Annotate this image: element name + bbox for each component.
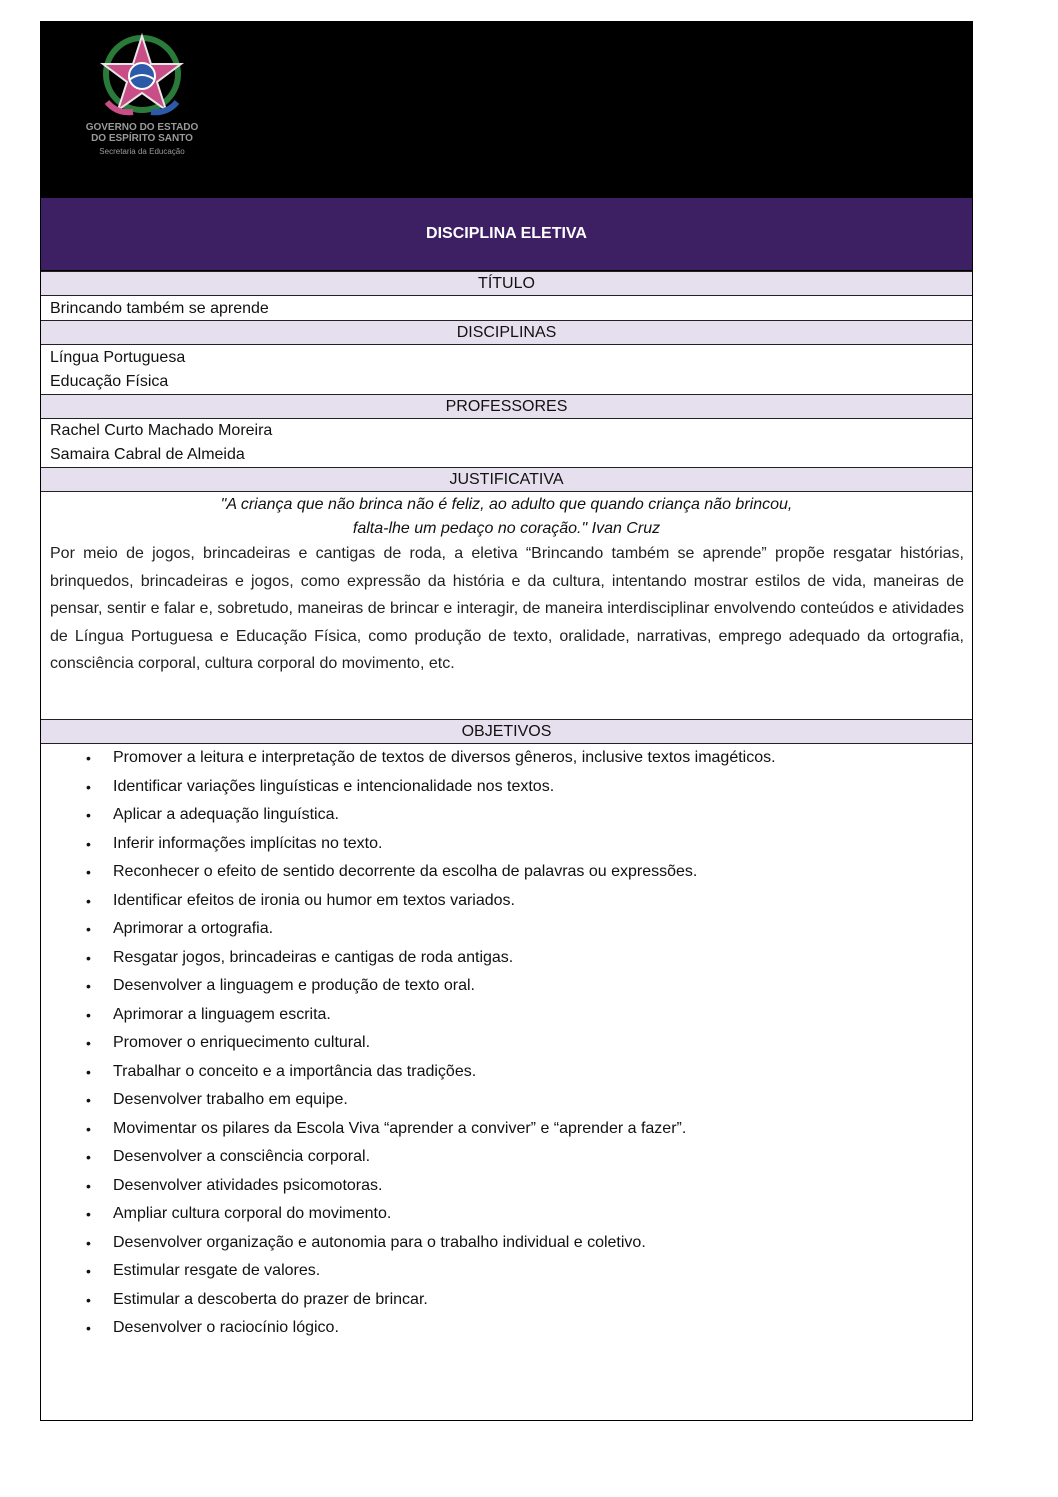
objetivo-text: Desenvolver organização e autonomia para o trabalho individual e coletivo. <box>113 1233 646 1251</box>
header-banner <box>41 22 972 198</box>
list-item <box>41 1286 972 1315</box>
bullet-icon: • <box>86 1092 91 1108</box>
objetivo-text: Movimentar os pilares da Escola Viva “aprender a conviver” e “aprender a fazer”. <box>113 1119 687 1137</box>
objetivo-text: Desenvolver a consciência corporal. <box>113 1148 371 1165</box>
bullet-icon: • <box>86 1206 91 1222</box>
document-title-band <box>41 198 972 271</box>
justificativa-paragraph: Por meio de jogos, brincadeiras e cantigas de roda, a eletiva “Brincando também se aprende” propõe resgatar histórias, brinquedos, brincadeiras e jogos, como expressão da história e da cultura, intentando mostrar estilos de vida, maneiras de pensar, sentir e falar e, sobretudo, maneiras de brincar e interagir, de maneira interdisciplinar envolvendo conteúdos e atividades de Língua Portuguesa e Educação Física, como produção de texto, oralidade, narrativas, emprego adequado da ortografia, consciência corporal, cultura corporal do movimento, etc. <box>50 545 964 672</box>
bullet-icon: • <box>86 1035 91 1051</box>
objetivo-text: Promover a leitura e interpretação de textos de diversos gêneros, inclusive textos imagéticos. <box>113 749 776 766</box>
list-item <box>41 944 972 973</box>
professor-item: Samaira Cabral de Almeida <box>50 446 245 463</box>
bullet-icon: • <box>86 1120 91 1137</box>
list-item <box>41 1257 972 1286</box>
list-item <box>41 1143 972 1172</box>
bullet-icon: • <box>86 949 91 966</box>
list-item <box>41 1172 972 1201</box>
list-item <box>41 1200 972 1229</box>
objetivo-text: Desenvolver trabalho em equipe. <box>113 1091 348 1108</box>
objetivo-text: Aplicar a adequação linguística. <box>113 806 339 823</box>
objetivo-text: Estimular resgate de valores. <box>113 1262 321 1279</box>
titulo-value: Brincando também se aprende <box>50 300 269 317</box>
list-item <box>41 1058 972 1087</box>
quote-line: falta-lhe um pedaço no coração." Ivan Cruz <box>352 520 661 537</box>
bullet-icon: • <box>86 1291 91 1308</box>
list-item <box>41 801 972 830</box>
bullet-icon: • <box>86 807 91 823</box>
objetivo-text: Aprimorar a linguagem escrita. <box>113 1005 331 1023</box>
espirito-santo-coat-of-arms-icon <box>67 30 217 118</box>
list-item <box>41 887 972 916</box>
section-header-objetivos: OBJETIVOS <box>41 719 972 744</box>
objetivo-text: Desenvolver o raciocínio lógico. <box>113 1319 339 1336</box>
list-item <box>41 1314 972 1343</box>
disciplina-item: Língua Portuguesa <box>50 349 186 366</box>
disciplina-item: Educação Física <box>50 373 169 390</box>
bullet-icon: • <box>86 1234 91 1251</box>
logo-text-line-2: DO ESPÍRITO SANTO <box>91 133 193 144</box>
section-header-disciplinas: DISCIPLINAS <box>41 320 972 345</box>
objetivo-text: Trabalhar o conceito e a importância das tradições. <box>113 1062 477 1080</box>
bullet-icon: • <box>86 1177 91 1194</box>
objetivo-text: Ampliar cultura corporal do movimento. <box>113 1205 392 1222</box>
bullet-icon: • <box>86 835 91 852</box>
list-item <box>41 1229 972 1258</box>
objetivos-list <box>41 744 972 1343</box>
bullet-icon: • <box>86 1263 91 1279</box>
objetivo-text: Resgatar jogos, brincadeiras e cantigas de roda antigas. <box>113 948 514 966</box>
quote-line: "A criança que não brinca não é feliz, ao adulto que quando criança não brincou, <box>220 496 793 513</box>
objetivo-text: Desenvolver atividades psicomotoras. <box>113 1176 383 1194</box>
bullet-icon: • <box>86 1149 91 1165</box>
bullet-icon: • <box>86 892 91 909</box>
list-item <box>41 1115 972 1144</box>
bullet-icon: • <box>86 864 91 880</box>
bullet-icon: • <box>86 778 91 795</box>
government-logo <box>67 30 217 170</box>
logo-text-line-3: Secretaria da Educação <box>99 147 185 156</box>
list-item <box>41 1029 972 1058</box>
list-item <box>41 1001 972 1030</box>
professor-item: Rachel Curto Machado Moreira <box>50 422 273 439</box>
document-title: DISCIPLINA ELETIVA <box>426 225 587 242</box>
objetivo-text: Identificar efeitos de ironia ou humor em textos variados. <box>113 891 515 909</box>
objetivo-text: Desenvolver a linguagem e produção de texto oral. <box>113 977 475 994</box>
list-item <box>41 1086 972 1115</box>
list-item <box>41 744 972 773</box>
section-header-justificativa: JUSTIFICATIVA <box>41 467 972 492</box>
bullet-icon: • <box>86 1006 91 1023</box>
section-header-professores: PROFESSORES <box>41 394 972 419</box>
bullet-icon: • <box>86 978 91 994</box>
objetivo-text: Identificar variações linguísticas e intencionalidade nos textos. <box>113 777 555 795</box>
logo-text-line-1: GOVERNO DO ESTADO <box>85 122 199 133</box>
objetivo-text: Promover o enriquecimento cultural. <box>113 1034 371 1051</box>
section-header-titulo: TÍTULO <box>41 271 972 296</box>
list-item <box>41 972 972 1001</box>
document-page <box>40 21 973 1421</box>
objetivo-text: Aprimorar a ortografia. <box>113 920 274 937</box>
list-item <box>41 915 972 944</box>
list-item <box>41 830 972 859</box>
bullet-icon: • <box>86 1320 91 1336</box>
objetivo-text: Inferir informações implícitas no texto. <box>113 834 383 852</box>
list-item <box>41 858 972 887</box>
bullet-icon: • <box>86 921 91 937</box>
objetivo-text: Estimular a descoberta do prazer de brincar. <box>113 1290 428 1308</box>
bullet-icon: • <box>86 1063 91 1080</box>
objetivo-text: Reconhecer o efeito de sentido decorrente da escolha de palavras ou expressões. <box>113 863 698 880</box>
list-item <box>41 773 972 802</box>
bullet-icon: • <box>86 750 91 766</box>
